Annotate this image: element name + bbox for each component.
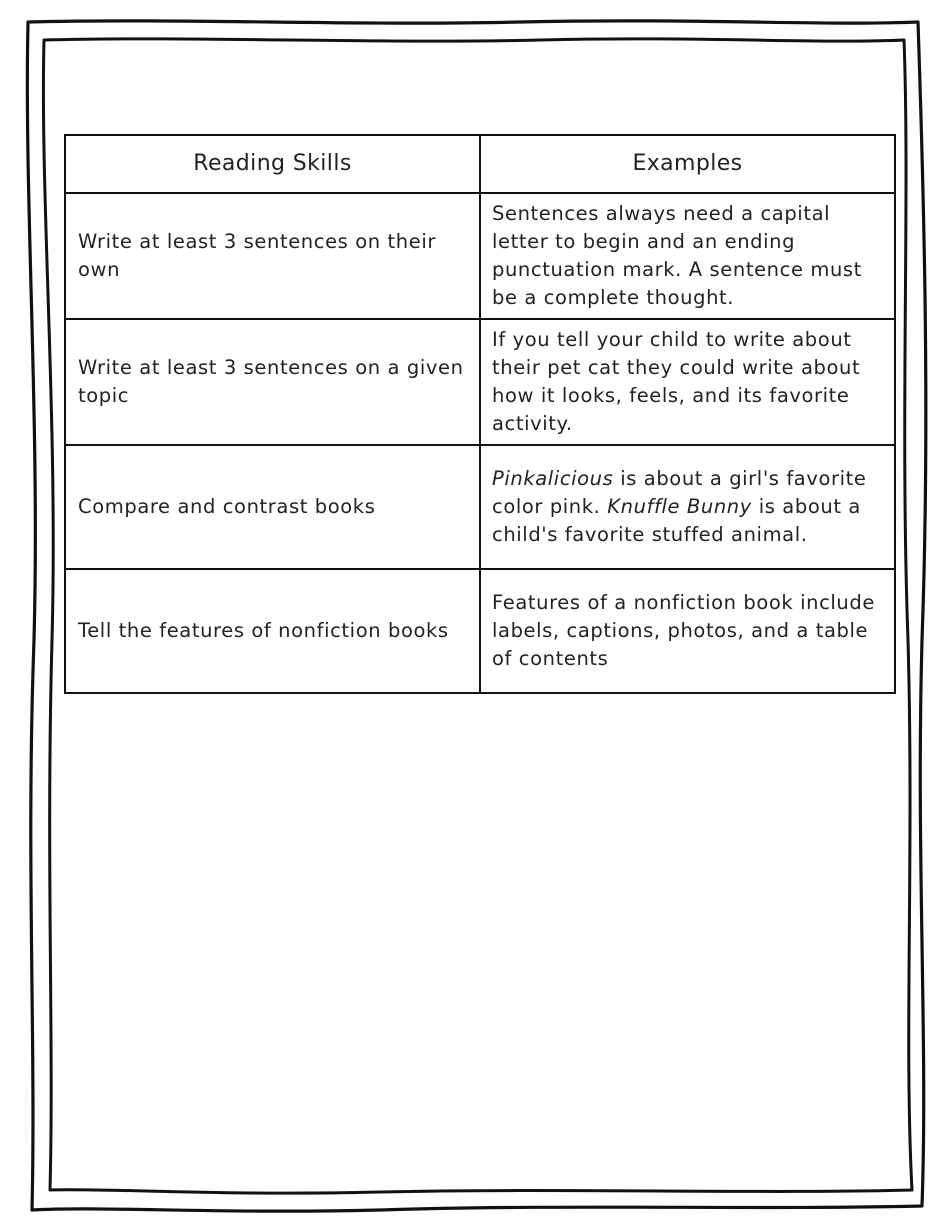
header-examples: Examples bbox=[480, 135, 895, 193]
table-header-row bbox=[65, 135, 895, 193]
example-cell: If you tell your child to write about their pet cat they could write about how it looks, feels, and its favorite activity. bbox=[480, 319, 895, 445]
skill-cell: Write at least 3 sentences on a given topic bbox=[65, 319, 480, 445]
book-title-pinkalicious: Pinkalicious bbox=[492, 467, 614, 490]
example-text: is about a child's favorite stuffed animal. bbox=[492, 495, 861, 546]
skill-cell: Tell the features of nonfiction books bbox=[65, 569, 480, 693]
example-text: is about a girl's favorite color pink. bbox=[492, 467, 867, 518]
skill-cell: Write at least 3 sentences on their own bbox=[65, 193, 480, 319]
header-reading-skills: Reading Skills bbox=[65, 135, 480, 193]
example-cell bbox=[480, 445, 895, 569]
skill-cell: Compare and contrast books bbox=[65, 445, 480, 569]
table-row bbox=[65, 569, 895, 693]
example-cell: Features of a nonfiction book include labels, captions, photos, and a table of contents bbox=[480, 569, 895, 693]
table-row bbox=[65, 193, 895, 319]
example-cell: Sentences always need a capital letter to begin and an ending punctuation mark. A sentence must be a complete thought. bbox=[480, 193, 895, 319]
book-title-knuffle-bunny: Knuffle Bunny bbox=[607, 495, 752, 518]
table-row bbox=[65, 319, 895, 445]
table-row bbox=[65, 445, 895, 569]
reading-skills-table bbox=[64, 134, 896, 694]
